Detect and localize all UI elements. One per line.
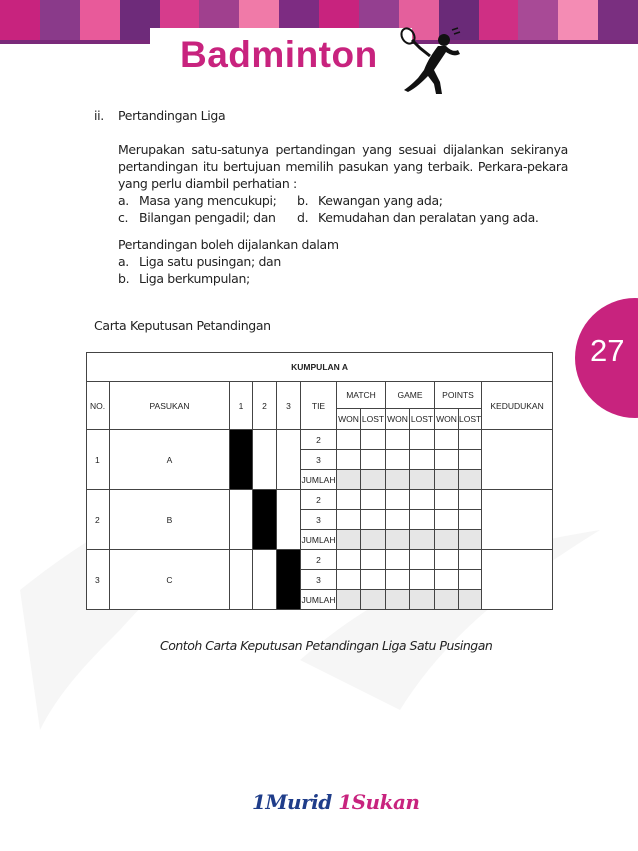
table-row	[87, 550, 553, 570]
header-game: GAME	[386, 382, 435, 409]
header-won: WON	[337, 409, 361, 430]
header-col-1: 1	[230, 382, 253, 430]
chart-label: Carta Keputusan Petandingan	[94, 318, 271, 333]
header-lost: LOST	[410, 409, 435, 430]
page-title: Badminton	[180, 34, 378, 75]
list-item: Bilangan pengadil; dan	[139, 210, 276, 225]
kedudukan-cell	[482, 550, 553, 610]
header-stripe	[558, 0, 598, 40]
header-stripe	[518, 0, 558, 40]
kedudukan-cell	[482, 490, 553, 550]
result-cell	[230, 490, 253, 550]
header-stripe	[80, 0, 120, 40]
header-match: MATCH	[337, 382, 386, 409]
result-cell	[230, 550, 253, 610]
list-item: Kemudahan dan peralatan yang ada.	[318, 210, 539, 225]
paragraph-line: Pertandingan boleh dijalankan dalam	[118, 237, 339, 252]
paragraph-line: Merupakan satu-satunya pertandingan yang sesuai dijalankan sekiranya	[118, 142, 568, 157]
table-caption: KUMPULAN A	[87, 353, 553, 382]
team-name: C	[110, 550, 230, 610]
result-cell	[253, 430, 277, 490]
list-mark: d.	[297, 210, 309, 225]
tie-label: 3	[301, 570, 337, 590]
paragraph-line: pertandingan itu bertujuan memilih pasukan yang terbaik. Perkara-pekara	[118, 159, 568, 174]
footer-logo	[252, 790, 419, 814]
header-stripe	[0, 0, 40, 40]
header-stripe	[479, 0, 519, 40]
table-row	[87, 430, 553, 450]
section-number: ii.	[94, 108, 104, 123]
list-mark: a.	[118, 254, 129, 269]
tie-total-label: JUMLAH	[301, 530, 337, 550]
kedudukan-cell	[482, 430, 553, 490]
header-won: WON	[386, 409, 410, 430]
header-no: NO.	[87, 382, 110, 430]
list-item: Liga berkumpulan;	[139, 271, 250, 286]
list-mark: c.	[118, 210, 129, 225]
tie-label: 3	[301, 510, 337, 530]
header-col-3: 3	[277, 382, 301, 430]
blocked-cell	[277, 550, 301, 610]
tie-label: 2	[301, 490, 337, 510]
result-cell	[277, 430, 301, 490]
figure-caption: Contoh Carta Keputusan Petandingan Liga Satu Pusingan	[160, 638, 493, 653]
tie-label: 3	[301, 450, 337, 470]
header-points: POINTS	[435, 382, 482, 409]
tie-total-label: JUMLAH	[301, 590, 337, 610]
logo-part-2: 1Sukan	[338, 790, 420, 814]
team-number: 3	[87, 550, 110, 610]
list-item: Kewangan yang ada;	[318, 193, 443, 208]
section-heading: Pertandingan Liga	[118, 108, 226, 123]
team-name: B	[110, 490, 230, 550]
table-row	[87, 490, 553, 510]
result-cell	[277, 490, 301, 550]
page-number: 27	[590, 333, 625, 368]
tie-total-label: JUMLAH	[301, 470, 337, 490]
team-name: A	[110, 430, 230, 490]
list-item: Masa yang mencukupi;	[139, 193, 277, 208]
header-kedudukan: KEDUDUKAN	[482, 382, 553, 430]
team-number: 1	[87, 430, 110, 490]
list-item: Liga satu pusingan; dan	[139, 254, 281, 269]
list-mark: b.	[297, 193, 309, 208]
header-lost: LOST	[459, 409, 482, 430]
tie-label: 2	[301, 550, 337, 570]
list-mark: a.	[118, 193, 129, 208]
header-lost: LOST	[361, 409, 386, 430]
list-mark: b.	[118, 271, 130, 286]
header-tie: TIE	[301, 382, 337, 430]
tie-label: 2	[301, 430, 337, 450]
badminton-player-icon	[398, 26, 466, 96]
header-stripe	[40, 0, 80, 40]
league-results-table	[86, 352, 553, 610]
header-pasukan: PASUKAN	[110, 382, 230, 430]
header-won: WON	[435, 409, 459, 430]
header-stripe	[598, 0, 638, 40]
blocked-cell	[230, 430, 253, 490]
logo-part-1: 1Murid	[252, 790, 332, 814]
header-col-2: 2	[253, 382, 277, 430]
result-cell	[253, 550, 277, 610]
blocked-cell	[253, 490, 277, 550]
paragraph-line: yang perlu diambil perhatian :	[118, 176, 297, 191]
team-number: 2	[87, 490, 110, 550]
